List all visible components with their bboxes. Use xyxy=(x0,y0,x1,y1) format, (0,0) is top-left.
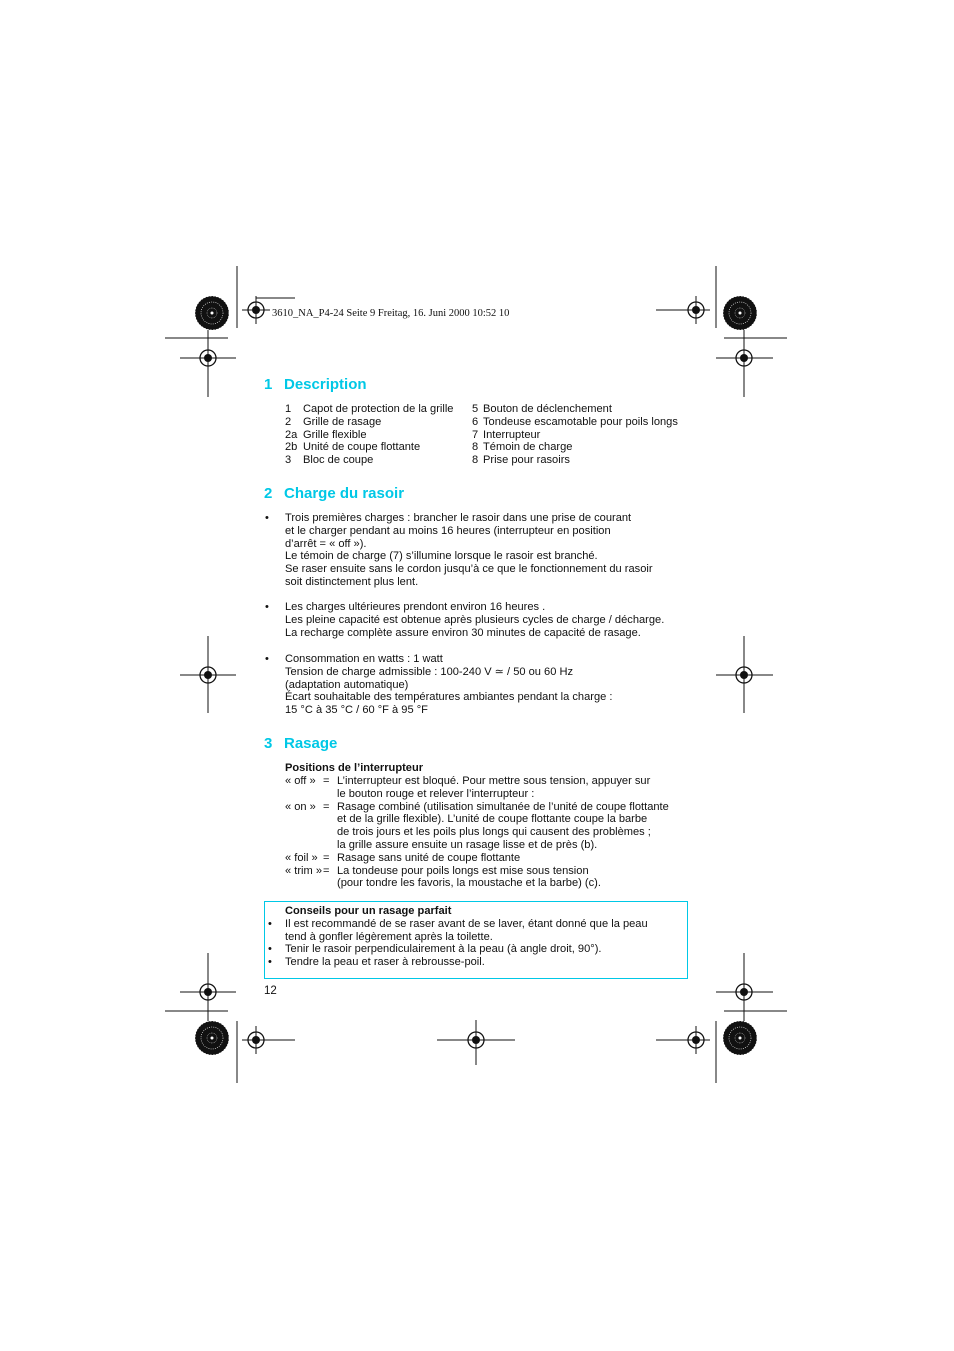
bullet-icon: • xyxy=(265,653,269,665)
section-heading-rasage xyxy=(264,735,337,752)
section-title: Charge du rasoir xyxy=(284,485,405,502)
list-item: 8 Prise pour rasoirs xyxy=(472,454,570,467)
parts-list-left xyxy=(285,403,453,467)
list-item: 2b Unité de coupe flottante xyxy=(285,441,421,454)
section-title: Rasage xyxy=(284,735,338,752)
switch-positions-heading: Positions de l’interrupteur xyxy=(285,762,424,774)
table-row: « trim » = La tondeuse pour poils longs est mise sous tension (pour tondre les favoris, la moustache et la barbe) (c). xyxy=(285,864,601,890)
list-item: 8 Témoin de charge xyxy=(472,441,573,454)
print-slug: 3610_NA_P4-24 Seite 9 Freitag, 16. Juni 2000 10:52 10 xyxy=(272,308,510,319)
section-number: 1 xyxy=(264,376,273,393)
list-item: 2 Grille de rasage xyxy=(285,415,382,428)
section-number: 3 xyxy=(264,735,273,752)
list-item: • Tendre la peau et raser à rebrousse-poil. xyxy=(268,956,485,968)
bullet-icon: • xyxy=(265,512,269,524)
list-item: 2a Grille flexible xyxy=(285,428,367,441)
charge-bullet-2: • Les charges ultérieures prendont environ 16 heures . Les pleine capacité est obtenue après plusieurs cycles de charge / décharge. La recharge complète assure environ 30 minutes de capacité de rasage. xyxy=(265,601,665,639)
charge-bullet-1: • Trois premières charges : brancher le rasoir dans une prise de courant et le charger pendant au moins 16 heures (interrupteur en position d’arrêt = « off »). Le témoin de charge (7) s’illumine lorsque le rasoir est branché. Se raser ensuite sans le cordon jusqu’à ce que le fonctionnement du rasoir soit distinctement plus lent. xyxy=(265,512,653,588)
list-item: • Il est recommandé de se raser avant de se laver, étant donné que la peau xyxy=(268,918,648,930)
switch-positions-table xyxy=(285,775,669,890)
bullet-icon: • xyxy=(265,601,269,613)
table-row: « on » = Rasage combiné (utilisation simultanée de l’unité de coupe flottante et de la grille flexible). L’unité de coupe flottante coupe la barbe de trois jours et les poils plus longs qui causent des problèmes ; la grille assure ensuite un rasage lisse et de près (b). xyxy=(285,800,669,851)
list-item: • Tenir le rasoir perpendiculairement à la peau (à angle droit, 90°). xyxy=(268,943,602,955)
list-item: 5 Bouton de déclenchement xyxy=(472,403,612,415)
list-item: 3 Bloc de coupe xyxy=(285,454,374,467)
list-item: 7 Interrupteur xyxy=(472,428,541,441)
section-title: Description xyxy=(284,376,367,393)
table-row: « foil » = Rasage sans unité de coupe flottante xyxy=(285,851,521,864)
charge-bullet-3: • Consommation en watts : 1 watt Tension de charge admissible : 100-240 V ≃ / 50 ou 60 Hz (adaptation automatique) Écart souhaitable des températures ambiantes pendant la charge : 15 °C à 35 °C / 60 °F à 95 °F xyxy=(265,653,613,717)
table-row: « off » = L’interrupteur est bloqué. Pour mettre sous tension, appuyer sur le bouton rouge et relever l’interrupteur : xyxy=(285,775,651,800)
list-item: tend à gonfler légèrement après la toilette. xyxy=(285,931,493,943)
list-item: 6 Tondeuse escamotable pour poils longs xyxy=(472,415,678,428)
bullet-icon: • xyxy=(268,956,272,968)
page-number: 12 xyxy=(264,985,277,997)
bullet-icon: • xyxy=(268,943,272,955)
list-item: 1 Capot de protection de la grille xyxy=(285,403,454,415)
bullet-icon: • xyxy=(268,918,272,930)
section-number: 2 xyxy=(264,485,273,502)
tips-title: Conseils pour un rasage parfait xyxy=(285,905,452,917)
parts-list-right xyxy=(472,403,678,467)
section-heading-description xyxy=(264,376,367,393)
section-heading-charge xyxy=(264,485,404,502)
